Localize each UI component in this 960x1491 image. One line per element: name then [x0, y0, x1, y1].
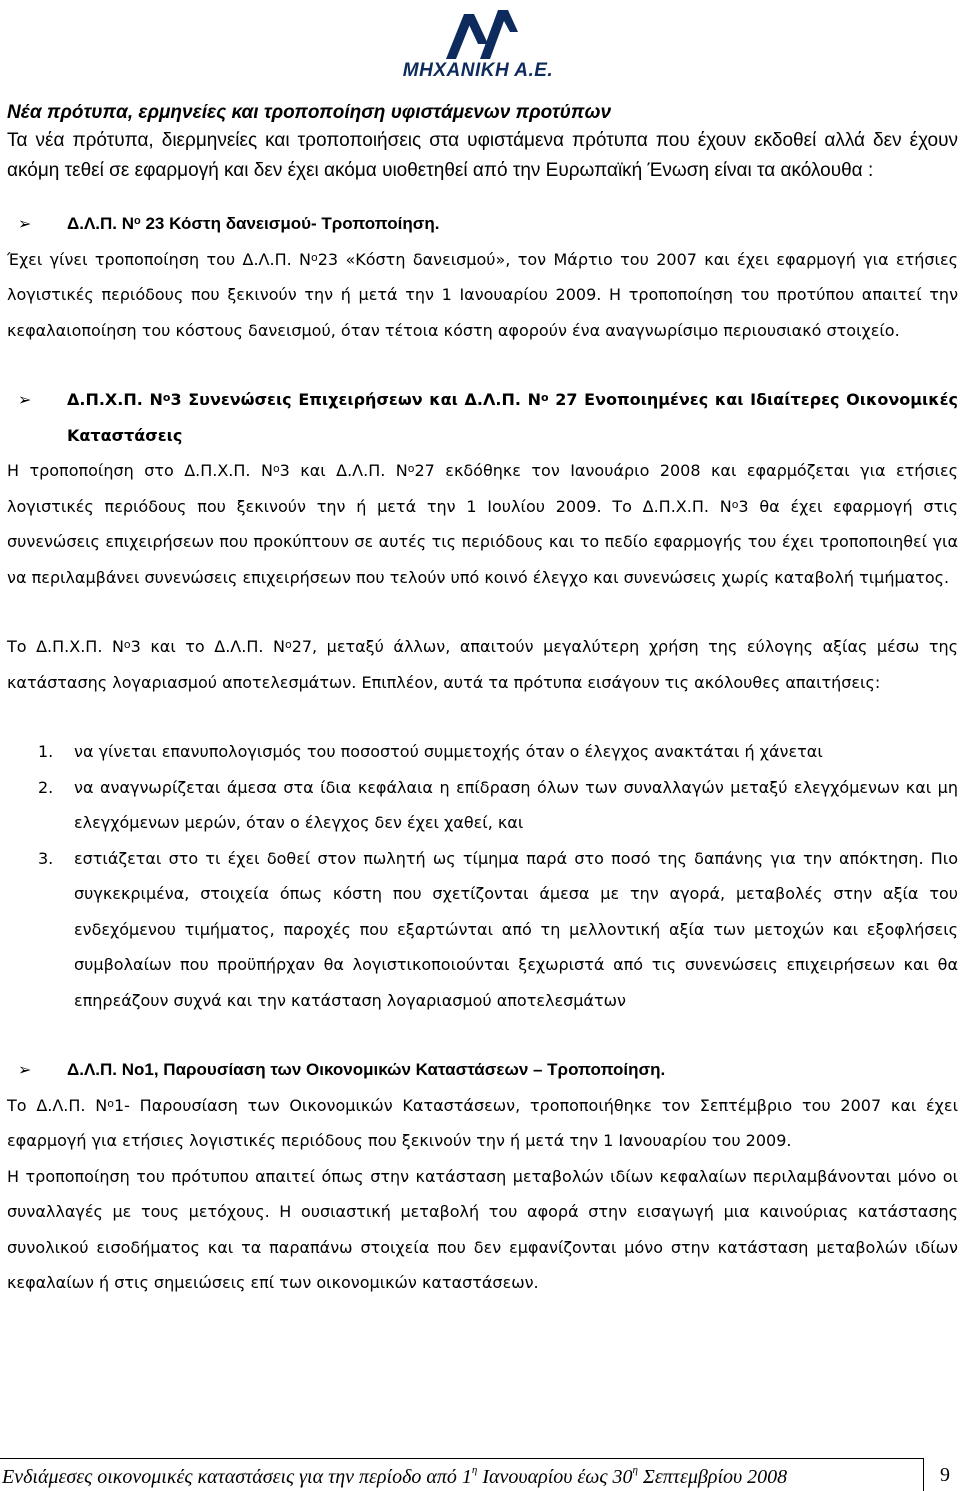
footer-text: Ενδιάμεσες οικονομικές καταστάσεις για την περίοδο από $1^\eta$ Ιανουαρίου έως $30^\eta$ Σεπτεμβρίου 2008	[2, 1464, 788, 1488]
section-ifrs3-para2: Το Δ.Π.Χ.Π. $N^o3$ και το Δ.Λ.Π. $N^o27$, μεταξύ άλλων, απαιτούν μεγαλύτερη χρήση της εύλογης αξίας μέσω της κατάστασης λογαριασμού αποτελεσμάτων. Επιπλέον, αυτά τα πρότυπα εισάγουν τις ακόλουθες απαιτήσεις:	[7, 637, 959, 692]
company-logo	[378, 4, 578, 80]
page-heading: Νέα πρότυπα, ερμηνείες και τροποποίηση υφιστάμενων προτύπων	[7, 102, 612, 123]
section-ias23-body: Έχει γίνει τροποποίηση του Δ.Λ.Π. $N^o23$ «Κόστη δανεισμού», τον Μάρτιο του 2007 και έχει εφαρμογή για ετήσιες λογιστικές περιόδους που ξεκινούν την ή μετά την 1 Ιανουαρίου 2009. Η τροποποίηση του προτύπου απαιτεί την κεφαλαιοποίηση του κόστους δανεισμού, όταν τέτοια κόστη αφορούν ένα αναγνωρίσιμο περιουσιακό στοιχείο.	[7, 249, 958, 340]
footer-divider	[0, 1458, 923, 1459]
section-ifrs3-title: ➢ Δ.Π.Χ.Π. $N^o3$ Συνενώσεις Επιχειρήσεων και Δ.Λ.Π. $N^o$ 27 Ενοποιημένες και Ιδιαίτερες Οικονομικές Καταστάσεις	[7, 382, 958, 453]
logo-text: ΜΗΧΑΝΙΚΗ Α.Ε.	[402, 60, 554, 81]
footer-divider-vertical	[923, 1458, 924, 1491]
page-number: 9	[940, 1464, 950, 1486]
arrow-bullet-icon: ➢	[18, 1060, 32, 1079]
section-ias23-title: ➢ Δ.Λ.Π. $N^o$ 23 Κόστη δανεισμού- Τροποποίηση.	[7, 206, 958, 242]
section-ias1-body2: Η τροποποίηση του πρότυπου απαιτεί όπως στην κατάσταση μεταβολών ιδίων κεφαλαίων περιλαμβάνονται μόνο οι συναλλαγές με τους μετόχους. Η ουσιαστική μεταβολή του αφορά στην εισαγωγή μια καινούριας κατάστασης συνολικού εισοδήματος και τα παραπάνω στοιχεία που δεν εμφανίζονται μόνο στην κατάσταση μεταβολών ιδίων κεφαλαίων ή στις σημειώσεις επί των οικονομικών καταστάσεων.	[7, 1166, 958, 1292]
intro-paragraph: Τα νέα πρότυπα, διερμηνείες και τροποποιήσεις στα υφιστάμενα πρότυπα που έχουν εκδοθεί αλλά δεν έχουν ακόμη τεθεί σε εφαρμογή και δεν έχει ακόμα υιοθετηθεί από την Ευρωπαϊκή Ένωση είναι τα ακόλουθα :	[7, 130, 958, 181]
document-body	[7, 100, 958, 1301]
list-item: 1. να γίνεται επανυπολογισμός του ποσοστού συμμετοχής όταν ο έλεγχος ανακτάται ή χάνεται	[38, 742, 823, 761]
section-ias1-body1: Το Δ.Λ.Π. $N^o1-$ Παρουσίαση των Οικονομικών Καταστάσεων, τροποποιήθηκε τον Σεπτέμβριο του 2007 και έχει εφαρμογή για ετήσιες λογιστικές περιόδους που ξεκινούν την ή μετά την 1 Ιανουαρίου του 2009.	[7, 1095, 958, 1150]
section-ifrs3-body: Η τροποποίηση στο Δ.Π.Χ.Π. $N^o3$ και Δ.Λ.Π. $N^o27$ εκδόθηκε τον Ιανουάριο 2008 και εφαρμόζεται για ετήσιες λογιστικές περιόδους που ξεκινούν την ή μετά την 1 Ιουλίου 2009. Το Δ.Π.Χ.Π. $N^o3$ θα έχει εφαρμογή στις συνενώσεις επιχειρήσεων που προκύπτουν σε αυτές τις περιόδους και το πεδίο εφαρμογής του έχει τροποποιηθεί για να περιλαμβάνει συνενώσεις επιχειρήσεων που τελούν υπό κοινό έλεγχο και συνενώσεις χωρίς καταβολή τιμήματος.	[7, 461, 959, 587]
list-item: 2. να αναγνωρίζεται άμεσα στα ίδια κεφάλαια η επίδραση όλων των συναλλαγών μεταξύ ελεγχόμενων και μη ελεγχόμενων μερών, όταν ο έλεγχος δεν έχει χαθεί, και	[38, 777, 958, 832]
section-ias1-title: ➢ Δ.Λ.Π. Νο1, Παρουσίαση των Οικονομικών Καταστάσεων – Τροποποίηση.	[7, 1052, 958, 1088]
list-item: 3. εστιάζεται στο τι έχει δοθεί στον πωλητή ως τίμημα παρά στο ποσό της δαπάνης για την απόκτηση. Πιο συγκεκριμένα, στοιχεία όπως κόστη που σχετίζονται άμεσα με την αγορά, μεταβολές στην αξία του ενδεχόμενου τιμήματος, παροχές που εξαρτώνται από τη μελλοντική αξία των μετοχών και εξοφλήσεις συμβολαίων που προϋπήρχαν θα λογιστικοποιούνται ξεχωριστά από τις συνενώσεις επιχειρήσεων και θα επηρεάζουν συχνά και την κατάσταση λογαριασμού αποτελεσμάτων	[38, 848, 958, 1010]
arrow-bullet-icon: ➢	[18, 214, 32, 233]
arrow-bullet-icon: ➢	[18, 390, 32, 409]
logo-mark-icon	[436, 4, 520, 62]
